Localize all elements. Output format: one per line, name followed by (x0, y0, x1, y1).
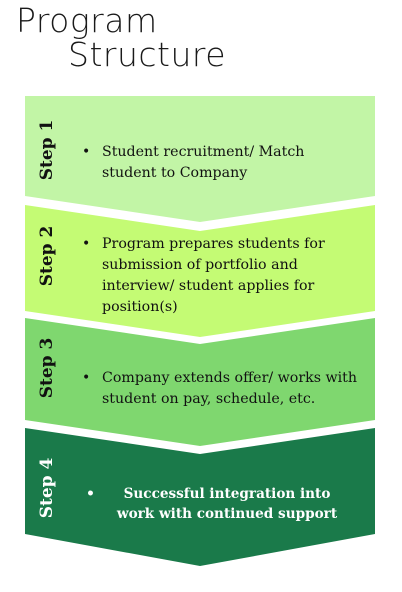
step-3-label: Step 3 (37, 337, 57, 399)
step-4-list-item (86, 484, 348, 524)
step-2-content (82, 234, 360, 318)
step-1-label: Step 1 (37, 119, 57, 181)
title-line-1: Program (16, 1, 158, 40)
step-4-label: Step 4 (37, 457, 57, 519)
title-line-2: Structure (68, 35, 227, 74)
step-2-label: Step 2 (37, 225, 57, 287)
step-2-text: Program prepares students for submission of portfolio and interview/ student applies for position(s) (102, 236, 325, 315)
step-3-content (82, 368, 360, 410)
step-3-list-item (82, 368, 360, 410)
bullet-icon: • (82, 370, 91, 386)
step-4-text: Successful integration into work with continued support (116, 486, 338, 522)
step-1-list-item (82, 142, 360, 184)
step-3-text: Company extends offer/ works with student on pay, schedule, etc. (102, 370, 358, 407)
bullet-icon: • (82, 236, 91, 252)
bullet-icon: • (86, 486, 95, 502)
step-1-text: Student recruitment/ Match student to Company (102, 144, 305, 181)
step-2-list-item (82, 234, 360, 318)
step-1-content (82, 142, 360, 184)
bullet-icon: • (82, 144, 91, 160)
step-4-content (86, 484, 348, 524)
